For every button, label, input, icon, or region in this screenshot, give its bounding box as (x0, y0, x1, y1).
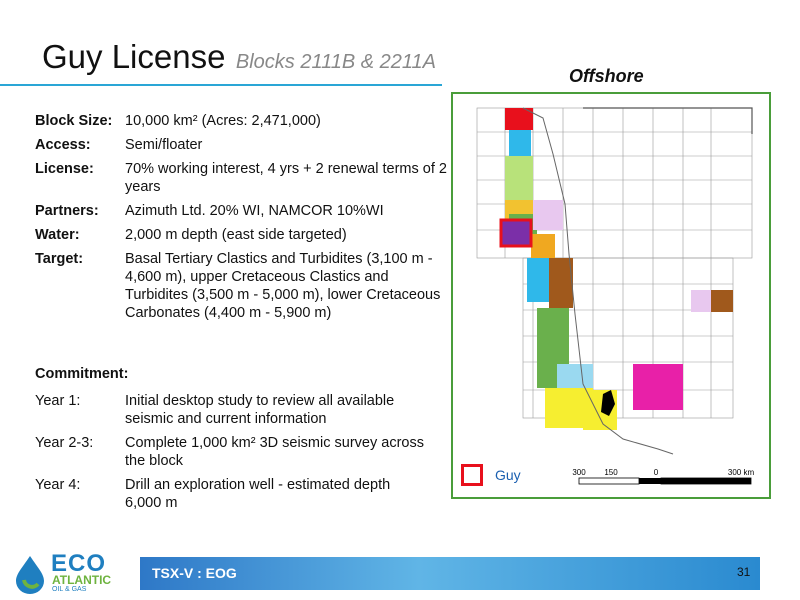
brown-block (711, 290, 733, 312)
year-label: Year 4: (35, 477, 81, 493)
block-map-graphic (453, 94, 769, 497)
magenta-block (633, 364, 683, 410)
detail-value: Semi/floater (125, 137, 203, 153)
purple-block (501, 220, 531, 246)
detail-target (35, 250, 450, 322)
logo-atlantic: ATLANTIC (52, 573, 112, 587)
detail-label: Access: (35, 137, 91, 153)
detail-partners (35, 202, 450, 220)
company-logo (12, 550, 132, 596)
orange-block (531, 234, 555, 258)
detail-label: Partners: (35, 203, 99, 219)
scale-segment (579, 478, 639, 484)
scale-label: 300 (572, 468, 586, 477)
detail-block-size (35, 112, 450, 130)
logo-eco: ECO (51, 550, 107, 577)
title-subtitle: Blocks 2111B & 2211A (235, 51, 437, 73)
scale-label: 0 (653, 468, 659, 477)
drop-icon (12, 554, 48, 594)
detail-label: Target: (35, 251, 84, 267)
lilac-block (691, 290, 711, 312)
guy-legend (461, 464, 521, 486)
stock-ticker: TSX-V : EOG (152, 565, 237, 581)
lilac-block (533, 200, 563, 230)
detail-access (35, 136, 450, 154)
guy-legend-swatch (461, 464, 483, 486)
scale-label: 150 (604, 468, 618, 477)
scale-bar (571, 466, 761, 490)
detail-value: Basal Tertiary Clastics and Turbidites (3,100 m - 4,600 m), upper Cretaceous Clastics and Turbidites (3,500 m - 5,000 m), lower Cretaceous Carbonates (4,400 m - 5,900 m) (125, 251, 441, 321)
green-block (505, 156, 533, 200)
detail-label: Water: (35, 227, 80, 243)
detail-value: 2,000 m depth (east side targeted) (125, 227, 347, 243)
detail-value: 70% working interest, 4 yrs + 2 renewal terms of 2 years (125, 161, 447, 195)
detail-label: License: (35, 161, 94, 177)
year-text: Initial desktop study to review all available seismic and current information (125, 393, 395, 427)
license-details (35, 112, 450, 328)
year-label: Year 2-3: (35, 435, 94, 451)
cyan-block (527, 258, 549, 302)
commitment-heading: Commitment: (35, 366, 129, 382)
page-number: 31 (737, 565, 751, 579)
commitment-year-2-3 (35, 434, 425, 470)
detail-license (35, 160, 450, 196)
commitment-year-1 (35, 392, 425, 428)
scale-label: 300 km (727, 468, 755, 477)
scale-segment (639, 478, 661, 484)
title-main: Guy License (42, 38, 226, 75)
block-map (451, 92, 771, 499)
border-line (583, 108, 752, 134)
commitment-year-4 (35, 476, 425, 512)
page-title (42, 38, 436, 76)
logo-oilgas: OIL & GAS (52, 586, 87, 593)
guy-legend-label: Guy (495, 467, 521, 483)
scale-segment (661, 478, 751, 484)
map-heading: Offshore (569, 66, 644, 86)
year-text: Drill an exploration well - estimated depth 6,000 m (125, 477, 391, 511)
footer-bar (140, 557, 760, 590)
detail-value: Azimuth Ltd. 20% WI, NAMCOR 10%WI (125, 203, 384, 219)
cyan-block (509, 130, 531, 156)
title-underline (0, 84, 442, 86)
detail-value: 10,000 km² (Acres: 2,471,000) (125, 113, 321, 129)
brown-block (549, 258, 573, 308)
commitment-list (35, 392, 425, 518)
year-label: Year 1: (35, 393, 81, 409)
detail-water (35, 226, 450, 244)
year-text: Complete 1,000 km² 3D seismic survey across the block (125, 435, 424, 469)
detail-label: Block Size: (35, 113, 113, 129)
